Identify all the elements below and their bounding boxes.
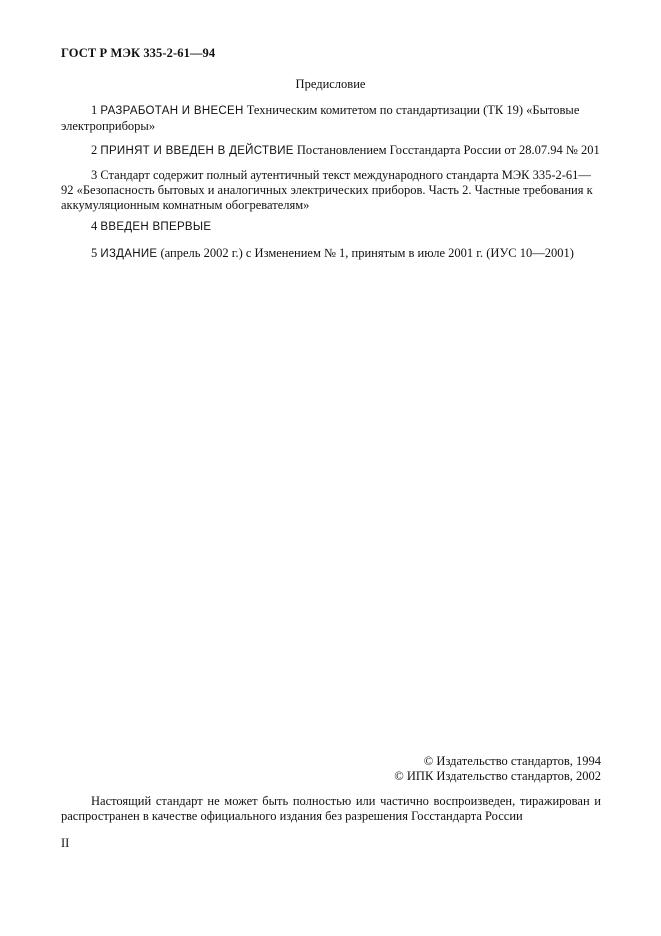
copyright-block — [394, 754, 601, 784]
item-caps-heading: ИЗДАНИЕ — [100, 248, 158, 260]
item-text: Техническим комитетом по стандартизации (ТК 19) «Бытовые электроприборы» — [61, 103, 580, 133]
item-number: 5 — [91, 246, 98, 260]
page-title: Предисловие — [295, 77, 366, 91]
item-number: 2 — [91, 143, 98, 157]
item-caps-heading: ВВЕДЕН ВПЕРВЫЕ — [100, 221, 212, 233]
item-number: 4 — [91, 219, 98, 233]
foreword-item-1 — [61, 103, 601, 134]
item-number: 1 — [91, 103, 98, 117]
item-number: 3 — [91, 168, 98, 182]
item-caps-heading: РАЗРАБОТАН И ВНЕСЕН — [100, 105, 244, 117]
copyright-line-2: © ИПК Издательство стандартов, 2002 — [394, 769, 601, 783]
foreword-item-4 — [61, 219, 601, 235]
foreword-item-5 — [61, 246, 601, 262]
foreword-item-3 — [61, 168, 601, 213]
item-text: Постановлением Госстандарта России от 28.07.94 № 201 — [296, 143, 600, 157]
reproduction-notice: Настоящий стандарт не может быть полностью или частично воспроизведен, тиражирован и распространен в качестве официального издания без разрешения Госстандарта России — [61, 794, 601, 823]
item-text: (апрель 2002 г.) с Изменением № 1, принятым в июле 2001 г. (ИУС 10—2001) — [160, 246, 574, 260]
copyright-line-1: © Издательство стандартов, 1994 — [423, 754, 601, 768]
page-number: II — [61, 836, 70, 850]
item-caps-heading: ПРИНЯТ И ВВЕДЕН В ДЕЙСТВИЕ — [100, 145, 294, 157]
foreword-item-2 — [61, 143, 601, 159]
item-text: Стандарт содержит полный аутентичный текст международного стандарта МЭК 335-2-61—92 «Безопасность бытовых и аналогичных электрических приборов. Часть 2. Частные требования к аккумуляционным комнатным обогревателям» — [61, 168, 593, 212]
standard-code-header: ГОСТ Р МЭК 335-2-61—94 — [61, 46, 216, 60]
